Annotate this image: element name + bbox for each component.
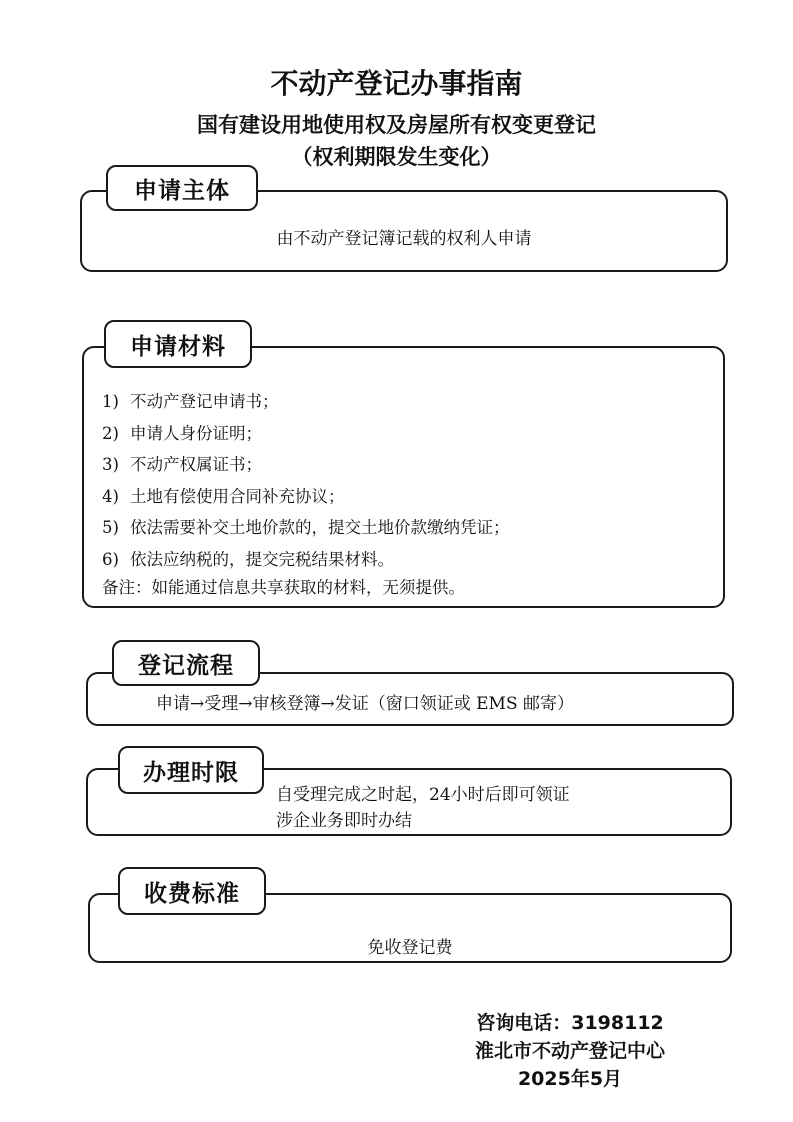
time-limit-line2: 涉企业务即时办结 — [276, 811, 412, 831]
list-item: 5) 依法需要补交土地价款的，提交土地价款缴纳凭证； — [102, 518, 510, 537]
list-item: 2) 申请人身份证明； — [102, 423, 262, 443]
page-subtitle: 国有建设用地使用权及房屋所有权变更登记 — [197, 113, 596, 137]
page-subtitle-condition: （权利期限发生变化） — [291, 145, 502, 169]
applicant-section-label: 申请主体 — [106, 165, 258, 211]
issuing-organization: 淮北市不动产登记中心 — [474, 1040, 665, 1062]
fees-section-label: 收费标准 — [118, 867, 266, 915]
time-limit-line1: 自受理完成之时起，24小时后即可领证 — [276, 785, 570, 805]
contact-phone: 咨询电话：3198112 — [476, 1012, 664, 1034]
process-section-label: 登记流程 — [112, 640, 260, 686]
list-item: 6) 依法应纳税的，提交完税结果材料。 — [102, 549, 394, 569]
issue-date: 2025年5月 — [517, 1068, 623, 1090]
materials-list — [102, 386, 510, 575]
materials-note: 备注：如能通过信息共享获取的材料，无须提供。 — [102, 578, 465, 597]
materials-section — [82, 346, 725, 608]
list-item: 3) 不动产权属证书； — [102, 455, 262, 474]
time-limit-section-label: 办理时限 — [118, 746, 264, 794]
list-item: 4) 土地有偿使用合同补充协议； — [102, 486, 345, 506]
materials-section-label: 申请材料 — [104, 320, 252, 368]
process-text: 申请→受理→审核登簿→发证（窗口领证或 EMS 邮寄） — [156, 694, 575, 714]
list-item: 1) 不动产登记申请书； — [102, 392, 279, 411]
applicant-text: 由不动产登记簿记载的权利人申请 — [276, 229, 532, 249]
page-title: 不动产登记办事指南 — [270, 67, 523, 100]
fees-text: 免收登记费 — [367, 938, 453, 958]
